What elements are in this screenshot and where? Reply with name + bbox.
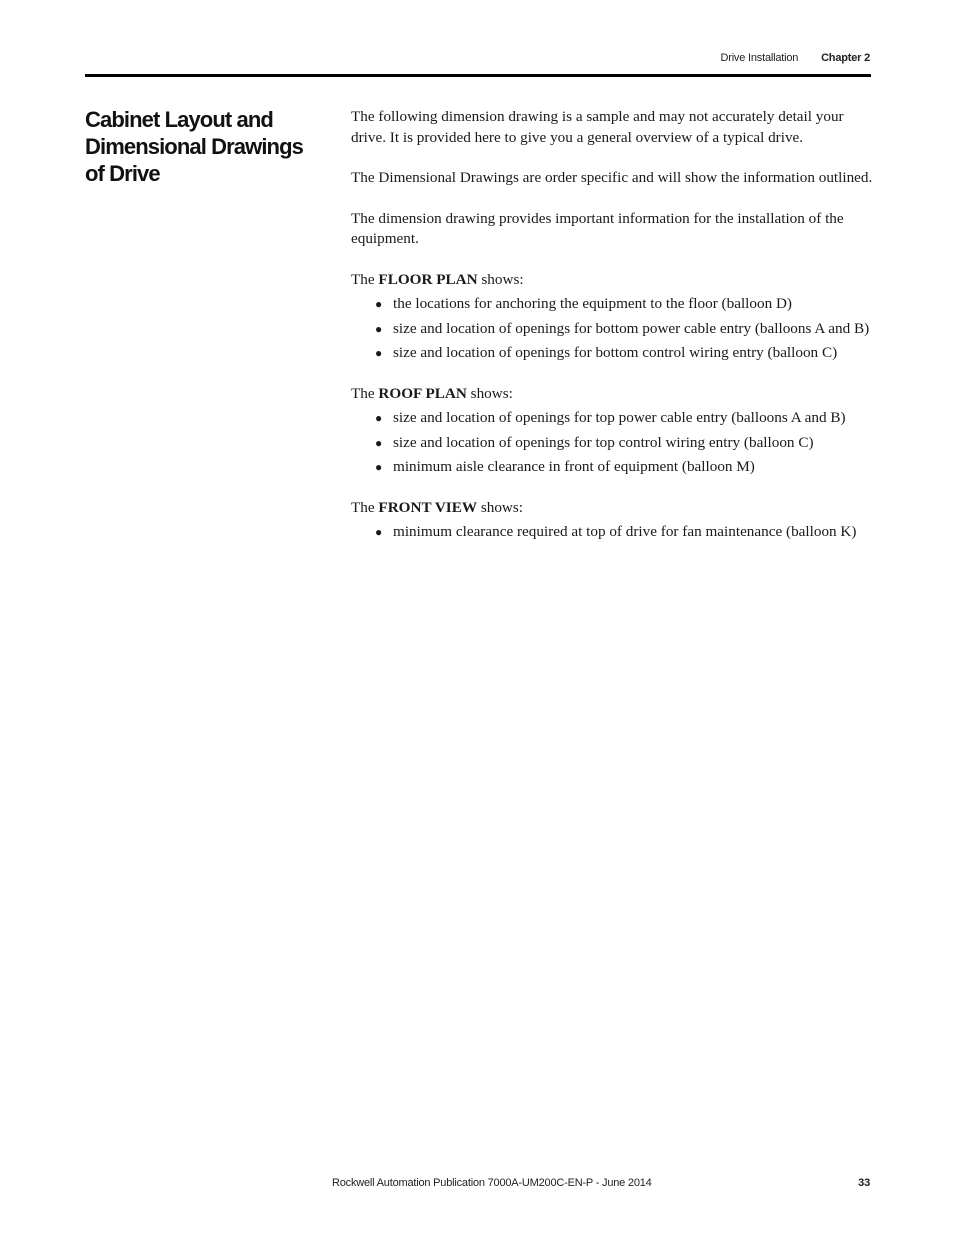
lead-suffix: shows: xyxy=(481,270,524,288)
front-view-lead xyxy=(351,498,873,519)
bullet-icon: ● xyxy=(375,525,383,539)
list-item xyxy=(351,522,873,543)
bullet-icon: ● xyxy=(375,411,383,425)
list-item-text: minimum aisle clearance in front of equipment (balloon M) xyxy=(393,458,755,475)
bullet-icon: ● xyxy=(375,297,383,311)
section-heading: Cabinet Layout and Dimensional Drawings of Drive xyxy=(85,107,303,186)
list-item-text: size and location of openings for bottom control wiring entry (balloon C) xyxy=(393,344,838,361)
roof-plan-lead xyxy=(351,384,873,405)
header-section-title: Drive Installation xyxy=(720,52,799,64)
intro-paragraph: The following dimension drawing is a sample and may not accurately detail your drive. It is provided here to give you a general overview of a typical drive. xyxy=(351,108,844,146)
page-number: 33 xyxy=(858,1177,870,1189)
list-item-text: minimum clearance required at top of drive for fan maintenance (balloon K) xyxy=(393,523,857,540)
info-paragraph: The dimension drawing provides important information for the installation of the equipment. xyxy=(351,209,844,247)
bullet-icon: ● xyxy=(375,321,383,336)
publication-info: Rockwell Automation Publication 7000A-UM200C-EN-P - June 2014 xyxy=(332,1177,652,1189)
list-item xyxy=(351,457,873,478)
roof-plan-label: ROOF PLAN xyxy=(378,384,467,402)
header-chapter-label: Chapter 2 xyxy=(821,52,870,64)
front-view-list xyxy=(351,522,873,543)
body-column xyxy=(351,107,873,563)
lead-suffix: shows: xyxy=(480,498,524,516)
list-item xyxy=(351,408,873,429)
specific-paragraph: The Dimensional Drawings are order specific and will show the information outlined. xyxy=(351,169,873,186)
list-item xyxy=(351,319,873,340)
front-view-label: FRONT VIEW xyxy=(378,498,478,516)
lead-suffix: shows: xyxy=(470,384,513,402)
list-item xyxy=(351,343,873,364)
list-item-text: size and location of openings for top power cable entry (balloons A and B) xyxy=(393,409,846,426)
floor-plan-list xyxy=(351,294,873,364)
lead-prefix: The xyxy=(351,270,375,288)
bullet-icon: ● xyxy=(375,460,383,474)
list-item xyxy=(351,294,873,315)
roof-plan-list xyxy=(351,408,873,478)
list-item-text: size and location of openings for top control wiring entry (balloon C) xyxy=(393,433,814,451)
header-rule xyxy=(85,74,871,77)
running-header xyxy=(720,52,870,64)
floor-plan-lead xyxy=(351,270,873,291)
bullet-icon: ● xyxy=(375,435,383,450)
list-item-text: the locations for anchoring the equipment to the floor (balloon D) xyxy=(393,295,792,312)
bullet-icon: ● xyxy=(375,346,383,360)
list-item xyxy=(351,433,873,454)
lead-prefix: The xyxy=(351,498,375,516)
lead-prefix: The xyxy=(351,384,375,402)
floor-plan-label: FLOOR PLAN xyxy=(378,270,478,288)
list-item-text: size and location of openings for bottom power cable entry (balloons A and B) xyxy=(393,319,870,337)
